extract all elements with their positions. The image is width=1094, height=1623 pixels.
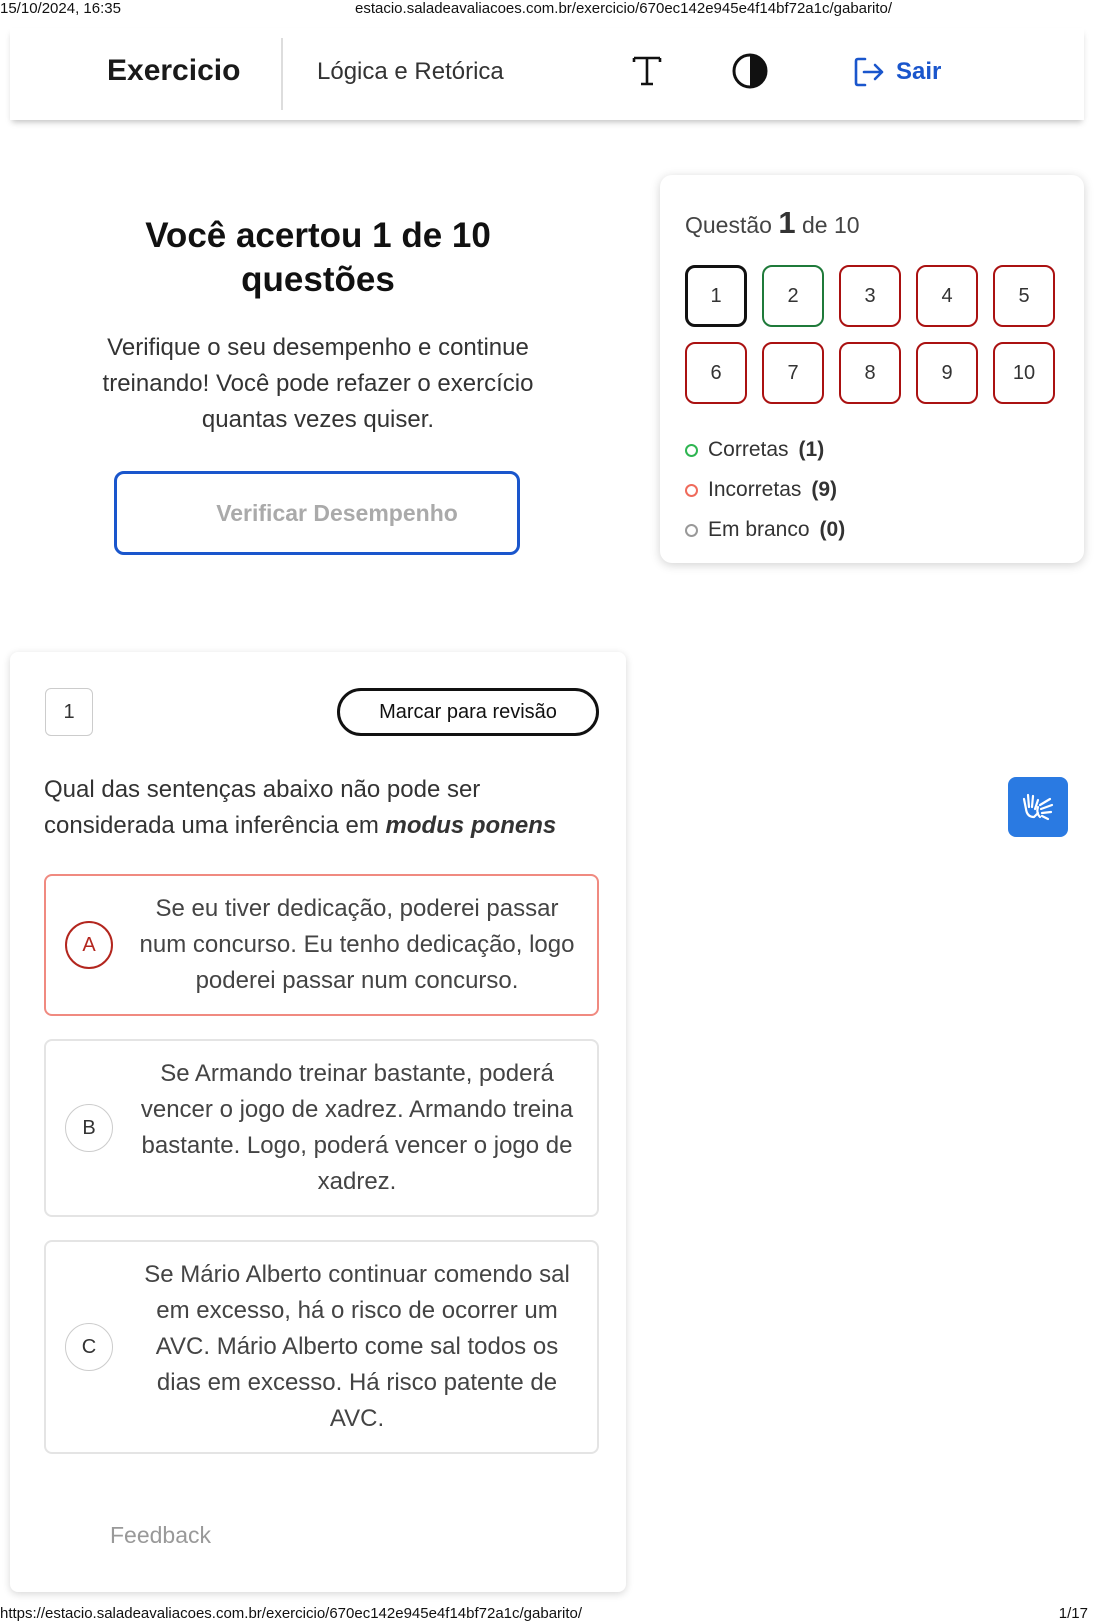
- font-size-icon[interactable]: [630, 50, 664, 90]
- sign-language-hands-icon: [1018, 787, 1058, 827]
- header-divider: [281, 38, 283, 110]
- navigator-suffix: de 10: [801, 212, 860, 238]
- question-nav-button-1[interactable]: 1: [685, 265, 747, 327]
- question-text-main: Qual das sentenças abaixo não pode ser considerada uma inferência em: [44, 776, 481, 839]
- question-nav-button-5[interactable]: 5: [993, 265, 1055, 327]
- question-nav-button-8[interactable]: 8: [839, 342, 901, 404]
- question-number: 1: [45, 688, 93, 736]
- legend-blank-count: (0): [819, 518, 846, 541]
- option-letter: B: [65, 1104, 113, 1152]
- option-letter: C: [65, 1323, 113, 1371]
- status-legend: [685, 430, 845, 550]
- question-navigator: [660, 175, 1084, 563]
- top-navbar: [10, 28, 1084, 120]
- navigator-title: [685, 205, 860, 241]
- question-nav-button-4[interactable]: 4: [916, 265, 978, 327]
- question-nav-button-9[interactable]: 9: [916, 342, 978, 404]
- option-b[interactable]: [44, 1039, 599, 1217]
- option-c[interactable]: [44, 1240, 599, 1454]
- legend-incorrect-label: Incorretas: [708, 478, 802, 501]
- question-nav-button-7[interactable]: 7: [762, 342, 824, 404]
- subject-name: Lógica e Retórica: [317, 58, 504, 85]
- logout-button[interactable]: [852, 55, 941, 89]
- question-grid: [685, 265, 1055, 404]
- sign-language-button[interactable]: [1008, 777, 1068, 837]
- legend-blank: [685, 510, 845, 550]
- blank-dot-icon: [685, 524, 698, 537]
- question-nav-button-10[interactable]: 10: [993, 342, 1055, 404]
- legend-correct: [685, 430, 845, 470]
- print-footer: [0, 1605, 1094, 1623]
- navigator-prefix: Questão: [685, 212, 772, 238]
- question-nav-button-2[interactable]: 2: [762, 265, 824, 327]
- navigator-current: 1: [778, 205, 796, 240]
- question-nav-button-3[interactable]: 3: [839, 265, 901, 327]
- result-message: Verifique o seu desempenho e continue treinando! Você pode refazer o exercício quantas vezes quiser.: [102, 334, 534, 433]
- logout-label: Sair: [896, 58, 942, 85]
- feedback-label: Feedback: [110, 1522, 212, 1548]
- legend-incorrect: [685, 470, 845, 510]
- option-letter: A: [65, 921, 113, 969]
- question-card: [10, 652, 626, 1592]
- result-title: Você acertou 1 de 10 questões: [145, 216, 491, 299]
- print-header: [0, 0, 1094, 18]
- legend-blank-label: Em branco: [708, 518, 810, 541]
- logout-icon: [852, 55, 886, 89]
- option-text: Se eu tiver dedicação, poderei passar num concurso. Eu tenho dedicação, logo poderei passar num concurso.: [139, 895, 575, 994]
- print-page-number: 1/17: [1058, 1605, 1088, 1622]
- question-text-emphasis: modus ponens: [385, 812, 557, 839]
- contrast-icon[interactable]: [731, 52, 769, 90]
- option-text: Se Armando treinar bastante, poderá vencer o jogo de xadrez. Armando treina bastante. Logo, poderá vencer o jogo de xadrez.: [140, 1060, 574, 1195]
- print-full-url: https://estacio.saladeavaliacoes.com.br/exercicio/670ec142e945e4f14bf72a1c/gabarito/: [0, 1605, 583, 1622]
- question-nav-button-6[interactable]: 6: [685, 342, 747, 404]
- legend-correct-label: Corretas: [708, 438, 789, 461]
- page-title: Exercicio: [107, 54, 241, 87]
- print-datetime: 15/10/2024, 16:35: [0, 0, 121, 17]
- correct-dot-icon: [685, 444, 698, 457]
- print-url: estacio.saladeavaliacoes.com.br/exercicio/670ec142e945e4f14bf72a1c/gabarito/: [355, 0, 893, 17]
- legend-incorrect-count: (9): [811, 478, 838, 501]
- option-text: Se Mário Alberto continuar comendo sal em excesso, há o risco de ocorrer um AVC. Mário Alberto come sal todos os dias em excesso. Há risco patente de AVC.: [144, 1261, 570, 1432]
- incorrect-dot-icon: [685, 484, 698, 497]
- option-a[interactable]: [44, 874, 599, 1016]
- verify-performance-button[interactable]: Verificar Desempenho: [114, 471, 520, 555]
- mark-for-review-button[interactable]: Marcar para revisão: [337, 688, 599, 736]
- question-text: [44, 772, 599, 844]
- legend-correct-count: (1): [798, 438, 825, 461]
- result-summary: [70, 214, 566, 438]
